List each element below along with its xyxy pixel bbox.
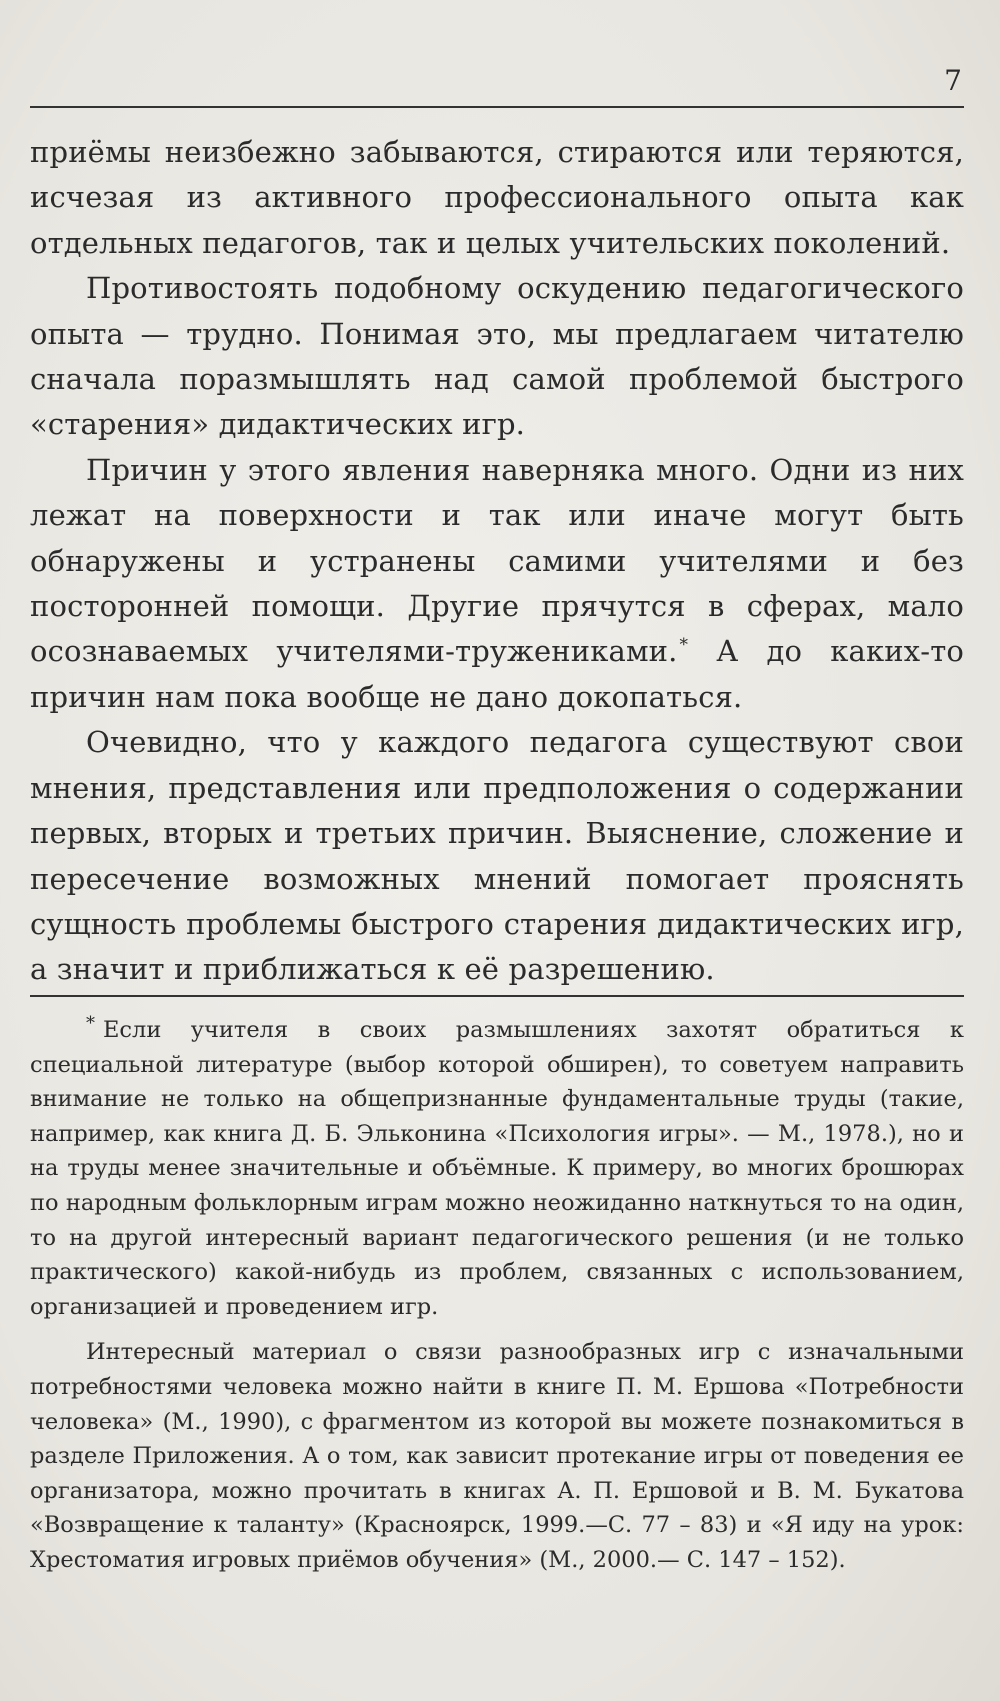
running-header bbox=[30, 60, 964, 108]
footnote-marker: * bbox=[679, 635, 689, 656]
footnote-2: Интересный материал о связи разнообразных игр с изначальными потребностями человека можно найти в книге П. М. Ершова «Потребности человека» (М., 1990), с фрагментом из которой вы можете познакомиться в разделе Приложения. А о том, как зависит протекание игры от поведения ее организатора, можно прочитать в книгах А. П. Ершовой и В. М. Букатова «Возвращение к таланту» (Красноярск, 1999.—С. 77 – 83) и «Я иду на урок: Хрестоматия игровых приёмов обучения» (М., 2000.— С. 147 – 152). bbox=[30, 1339, 964, 1573]
footnote-1-text: Если учителя в своих размышлениях захотят обратиться к специальной литературе (выбор которой обширен), то советуем направить внимание не только на общепризнанные фундаментальные труды (такие, например, как книга Д. Б. Эльконина «Психология игры». — М., 1978.), но и на труды менее значительные и объёмные. К примеру, во многих брошюрах по народным фольклорным играм можно неожиданно наткнуться то на один, то на другой интересный вариант педагогического решения (и не только практического) какой-нибудь из проблем, связанных с использованием, организацией и проведением игр. bbox=[30, 1017, 964, 1320]
main-text bbox=[30, 130, 964, 993]
paragraph-1: приёмы неизбежно забываются, стираются или теряются, исчезая из активного профессионального опыта как отдельных педагогов, так и целых учительских поколений. bbox=[30, 135, 964, 260]
paragraph-3-text-start: Причин у этого явления наверняка много. Одни из них лежат на поверхности и так или иначе могут быть обнаружены и устранены самими учителями и без посторонней помощи. Другие прячутся в сферах, мало осознаваемых учителями-тружениками. bbox=[30, 452, 964, 669]
footnote-star: * bbox=[86, 1013, 95, 1034]
footnotes-section bbox=[30, 995, 964, 1578]
paragraph-4: Очевидно, что у каждого педагога существуют свои мнения, представления или предположения о содержании первых, вторых и третьих причин. Выяснение, сложение и пересечение возможных мнений помогает прояснять сущность проблемы быстрого старения дидактических игр, а значит и приближаться к её разрешению. bbox=[30, 725, 964, 987]
footnote-1 bbox=[30, 1013, 964, 1324]
paragraph-2: Противостоять подобному оскудению педагогического опыта — трудно. Понимая это, мы предлагаем читателю сначала поразмышлять над самой проблемой быстрого «старения» дидактических игр. bbox=[30, 271, 964, 442]
paragraph-3 bbox=[30, 448, 964, 720]
paragraph-3-text-end: А до каких-то причин нам пока вообще не дано докопаться. bbox=[30, 634, 964, 714]
page-number: 7 bbox=[944, 64, 962, 97]
